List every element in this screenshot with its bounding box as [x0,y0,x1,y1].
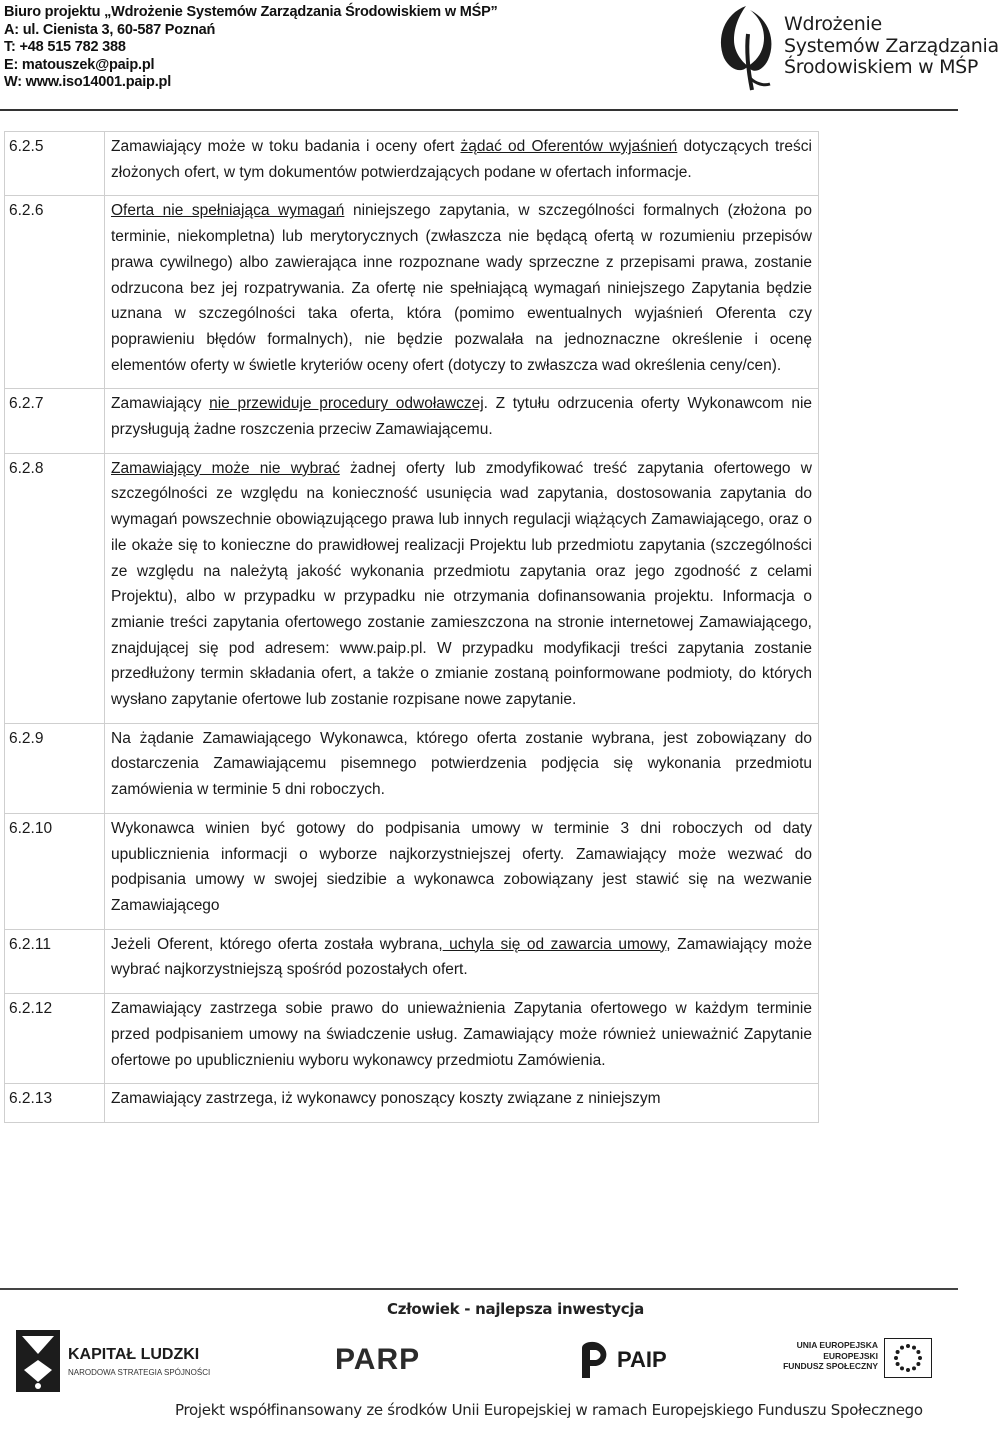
eu-logo [774,1338,960,1386]
kapital-ludzki-title: KAPITAŁ LUDZKI [68,1346,200,1363]
section-text [105,994,819,1084]
text-run: Zamawiający [111,395,210,413]
text-run: . Z tytułu odrzucenia oferty Wykonawcom nie przysługują żadne roszczenia przeciw Zamawiającemu. [111,395,813,439]
section-text [105,132,819,196]
text-run: Zamawiający może w toku badania i oceny ofert [111,138,461,155]
section-row [5,929,819,993]
office-address: A: ul. Cienista 3, 60-587 Poznań [4,21,216,38]
kapital-ludzki-emblem-icon [12,1330,64,1392]
eu-line-3: FUNDUSZ SPOŁECZNY [783,1361,878,1371]
section-number: 6.2.9 [5,723,105,813]
text-run: Zamawiający zastrzega, iż wykonawcy ponoszący koszty związane z niniejszym [111,1090,661,1108]
text-run: Na żądanie Zamawiającego Wykonawca, którego oferta zostanie wybrana, jest zobowiązany do dostarczenia Zamawiającemu pisemnego potwierdzenia podjęcia się wykonania przedmiotu zamówienia w terminie 5 dni roboczych. [111,729,812,799]
page-footer [0,1288,960,1430]
section-text [105,723,819,813]
office-contact-block [4,4,498,92]
page-header [0,0,999,112]
header-divider [0,109,958,111]
paip-emblem-icon [580,1340,614,1380]
text-run: żadnej oferty lub zmodyfikować treść zapytania ofertowego w szczególności ze względu na konieczność usunięcia wad zapytania, dostosowania zapytania do wymagań powszechnie obowiązującego prawa lub innych regulacji wiążących Zamawiającego, oraz o ile okaże się to konieczne do prawidłowej realizacji Projektu lub przedmiotu zapytania (szczególności ze względu na należytą jakość wykonania przedmiotu zapytania oraz jego zgodność z celami Projektu), albo w przypadku w przypadku nie otrzymania dofinansowania projektu. Informacja o zmianie treści zapytania ofertowego zostanie zamieszczona na stronie internetowej Zamawiającego, znajdującej się pod adresem: www.paip.pl. W przypadku modyfikacji treści zapytania zostanie przedłużony termin składania ofert, a także o zmianie zostaną poinformowane podmioty, do których wysłano zapytanie ofertowe lub zostanie rozpisane nowe zapytanie. [111,459,812,709]
section-row [5,196,819,389]
brand-line-3: Środowiskiem w MŚP [784,56,979,78]
text-run: Zamawiający zastrzega sobie prawo do unieważnienia Zapytania ofertowego w każdym terminie przed podpisaniem umowy na świadczenie usług. Zamawiający może również unieważnić Zapytanie ofertowe po upublicznieniu wyboru wykonawcy przedmiotu Zamówienia. [111,1000,812,1069]
section-row [5,1084,819,1123]
paip-wordmark: PAIP [617,1347,667,1372]
kapital-ludzki-subtitle: NARODOWA STRATEGIA SPÓJNOŚCI [68,1368,211,1377]
office-email: E: matouszek@paip.pl [4,56,155,73]
section-row [5,132,819,196]
section-table [4,131,819,1123]
brand-leaf-icon [712,4,782,94]
parp-wordmark: PARP [335,1343,421,1376]
eu-line-1: UNIA EUROPEJSKA [796,1340,878,1350]
underlined-phrase: Oferta nie spełniająca wymagań [111,202,345,220]
office-website: W: www.iso14001.paip.pl [4,74,172,90]
section-row [5,723,819,813]
section-text [105,813,819,929]
text-run: Jeżeli Oferent, którego oferta została wybrana, [111,935,443,953]
underlined-phrase: Zamawiający może nie wybrać [111,459,340,477]
footer-divider [0,1288,958,1290]
section-number: 6.2.6 [5,196,105,389]
office-phone: T: +48 515 782 388 [4,39,126,55]
section-number: 6.2.8 [5,453,105,723]
section-row [5,389,819,453]
text-run: niniejszego zapytania, w szczególności formalnych (złożona po terminie, niekompletna) lub merytorycznych (zwłaszcza nie będącą ofertą w rozumieniu przepisów prawa cywilnego) albo zawierająca inne rozpoznane wady sprzeczne z przepisami prawa, zostanie odrzucona bez jej rozpatrywania. Za ofertę nie spełniającą wymagań niniejszego Zapytania będzie uznana w szczególności taka oferta, która (pomimo ewentualnych wyjaśnień Oferenta czy poprawieniu błędów formalnych), nie będzie pozwalała na jednoznaczne określenie i ocenę elementów oferty w świetle kryteriów oceny ofert (dotyczy to zwłaszcza wad określenia ceny/cen). [111,202,812,374]
underlined-phrase: uchyla się od zawarcia umowy [442,935,667,953]
office-title: Biuro projektu „Wdrożenie Systemów Zarządzania Środowiskiem w MŚP” [4,4,498,20]
parp-logo [335,1340,475,1380]
eu-flag-icon [884,1338,932,1378]
section-text [105,453,819,723]
underlined-phrase: nie przewiduje procedury odwoławczej [209,395,484,413]
section-text [105,1084,819,1123]
text-run: dotyczących treści złożonych ofert, w tym dokumentów potwierdzających podane w ofertach informacje. [111,138,812,181]
brand-line-2: Systemów Zarządzania [784,34,999,57]
text-run: Wykonawca winien być gotowy do podpisania umowy w terminie 3 dni roboczych od daty upublicznienia informacji o wyborze najkorzystniejszej oferty. Zamawiający może wezwać do podpisania umowy w swojej siedzibie a wykonawca zobowiązany jest stawić się na wezwanie Zamawiającego [111,819,812,914]
section-row [5,453,819,723]
kapital-ludzki-logo [12,1330,212,1392]
text-run: , Zamawiający może wybrać najkorzystniejszą spośród pozostałych ofert. [111,935,813,979]
section-row [5,813,819,929]
paip-logo [580,1340,680,1380]
footer-slogan: Człowiek - najlepsza inwestycja [387,1300,645,1318]
section-number: 6.2.11 [5,929,105,993]
section-number: 6.2.13 [5,1084,105,1123]
section-text [105,196,819,389]
brand-text [784,14,999,79]
underlined-phrase: żądać od Oferentów wyjaśnień [460,138,678,155]
section-number: 6.2.10 [5,813,105,929]
brand-line-1: Wdrożenie [784,13,882,35]
section-number: 6.2.5 [5,132,105,196]
eu-line-2: EUROPEJSKI [823,1350,878,1361]
section-row [5,994,819,1084]
section-text [105,929,819,993]
section-number: 6.2.12 [5,994,105,1084]
section-text [105,389,819,453]
funding-statement: Projekt współfinansowany ze środków Unii Europejskiej w ramach Europejskiego Funduszu Społecznego [175,1401,923,1419]
eu-text [774,1340,878,1372]
section-number: 6.2.7 [5,389,105,453]
